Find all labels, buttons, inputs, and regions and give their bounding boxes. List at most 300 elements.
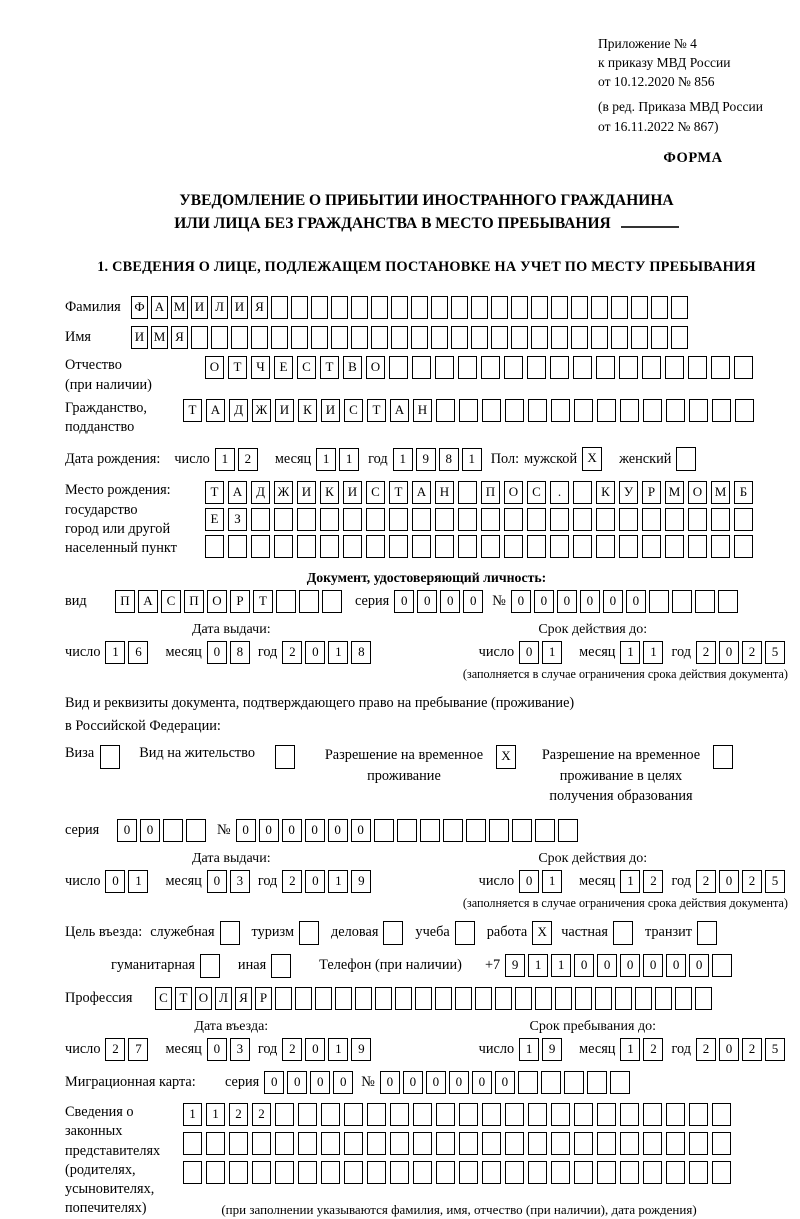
char-cell[interactable]: 2 (696, 870, 716, 893)
char-cell[interactable] (390, 1132, 409, 1155)
char-cell[interactable] (455, 921, 475, 945)
char-cell[interactable] (481, 356, 500, 379)
char-cell[interactable] (573, 481, 592, 504)
char-cell[interactable]: И (275, 399, 294, 422)
char-cell[interactable]: С (344, 399, 363, 422)
char-cell[interactable] (420, 819, 440, 842)
char-cell[interactable] (666, 1161, 685, 1184)
char-cell[interactable]: И (321, 399, 340, 422)
char-cell[interactable] (711, 508, 730, 531)
char-cell[interactable]: М (151, 326, 168, 349)
char-cell[interactable]: М (665, 481, 684, 504)
char-cell[interactable] (436, 1103, 455, 1126)
char-cell[interactable]: 2 (742, 1038, 762, 1061)
char-cell[interactable] (527, 356, 546, 379)
char-cell[interactable] (481, 535, 500, 558)
char-cell[interactable] (591, 326, 608, 349)
char-cell[interactable]: 8 (351, 641, 371, 664)
char-cell[interactable] (515, 987, 532, 1010)
char-cell[interactable]: 0 (719, 1038, 739, 1061)
char-cell[interactable] (695, 987, 712, 1010)
char-cell[interactable] (275, 745, 295, 769)
char-cell[interactable]: 2 (643, 870, 663, 893)
char-cell[interactable]: 0 (105, 870, 125, 893)
char-cell[interactable] (734, 356, 753, 379)
temp-residence-edu-checkbox[interactable] (713, 745, 736, 769)
char-cell[interactable] (458, 508, 477, 531)
char-cell[interactable]: 0 (620, 954, 640, 977)
char-cell[interactable] (551, 1132, 570, 1155)
char-cell[interactable] (482, 399, 501, 422)
purpose-transit-checkbox[interactable] (697, 921, 720, 945)
char-cell[interactable] (504, 508, 523, 531)
char-cell[interactable] (459, 1161, 478, 1184)
char-cell[interactable]: 1 (620, 641, 640, 664)
char-cell[interactable] (505, 1161, 524, 1184)
char-cell[interactable]: 0 (719, 870, 739, 893)
char-cell[interactable]: 1 (339, 448, 359, 471)
char-cell[interactable] (229, 1161, 248, 1184)
char-cell[interactable] (366, 508, 385, 531)
char-cell[interactable] (531, 296, 548, 319)
char-cell[interactable] (642, 535, 661, 558)
char-cell[interactable] (291, 326, 308, 349)
char-cell[interactable] (355, 987, 372, 1010)
sex-male-checkbox[interactable] (582, 447, 605, 471)
char-cell[interactable] (252, 1132, 271, 1155)
char-cell[interactable] (574, 1132, 593, 1155)
char-cell[interactable] (481, 508, 500, 531)
char-cell[interactable] (597, 399, 616, 422)
issue-year-boxes[interactable] (282, 641, 374, 664)
char-cell[interactable] (666, 399, 685, 422)
char-cell[interactable]: С (366, 481, 385, 504)
char-cell[interactable]: 0 (626, 590, 646, 613)
char-cell[interactable]: 0 (207, 641, 227, 664)
char-cell[interactable]: 2 (742, 641, 762, 664)
char-cell[interactable] (597, 1103, 616, 1126)
char-cell[interactable] (573, 508, 592, 531)
char-cell[interactable] (413, 1132, 432, 1155)
char-cell[interactable]: О (366, 356, 385, 379)
char-cell[interactable]: 0 (305, 819, 325, 842)
char-cell[interactable] (649, 590, 669, 613)
char-cell[interactable] (504, 356, 523, 379)
issue-day-boxes[interactable] (105, 870, 151, 893)
char-cell[interactable] (734, 535, 753, 558)
char-cell[interactable]: 1 (519, 1038, 539, 1061)
char-cell[interactable]: 0 (597, 954, 617, 977)
char-cell[interactable]: 0 (328, 819, 348, 842)
char-cell[interactable]: 2 (696, 641, 716, 664)
char-cell[interactable] (671, 296, 688, 319)
char-cell[interactable] (551, 326, 568, 349)
char-cell[interactable]: 2 (105, 1038, 125, 1061)
representatives-row3-boxes[interactable] (183, 1161, 735, 1184)
char-cell[interactable]: 2 (282, 1038, 302, 1061)
char-cell[interactable] (271, 326, 288, 349)
migration-number-boxes[interactable] (380, 1071, 633, 1094)
char-cell[interactable] (371, 326, 388, 349)
purpose-other-checkbox[interactable] (271, 954, 294, 978)
char-cell[interactable]: 2 (643, 1038, 663, 1061)
char-cell[interactable] (665, 535, 684, 558)
char-cell[interactable] (610, 1071, 630, 1094)
char-cell[interactable]: Р (230, 590, 250, 613)
char-cell[interactable] (412, 356, 431, 379)
issue-month-boxes[interactable] (207, 641, 253, 664)
char-cell[interactable]: Ч (251, 356, 270, 379)
char-cell[interactable]: К (298, 399, 317, 422)
char-cell[interactable] (466, 819, 486, 842)
char-cell[interactable]: С (155, 987, 172, 1010)
birth-place-row1-boxes[interactable] (205, 481, 757, 504)
char-cell[interactable] (451, 326, 468, 349)
char-cell[interactable]: 0 (351, 819, 371, 842)
char-cell[interactable] (455, 987, 472, 1010)
char-cell[interactable] (527, 535, 546, 558)
char-cell[interactable]: 0 (264, 1071, 284, 1094)
char-cell[interactable] (651, 326, 668, 349)
surname-boxes[interactable] (131, 296, 691, 319)
char-cell[interactable]: С (161, 590, 181, 613)
char-cell[interactable] (389, 535, 408, 558)
char-cell[interactable] (665, 508, 684, 531)
char-cell[interactable]: 0 (236, 819, 256, 842)
char-cell[interactable] (413, 1161, 432, 1184)
birth-place-row3-boxes[interactable] (205, 535, 757, 558)
char-cell[interactable] (315, 987, 332, 1010)
citizenship-boxes[interactable] (183, 399, 758, 422)
char-cell[interactable] (459, 1132, 478, 1155)
char-cell[interactable]: 2 (238, 448, 258, 471)
char-cell[interactable]: 0 (643, 954, 663, 977)
char-cell[interactable] (735, 399, 754, 422)
char-cell[interactable]: 1 (620, 870, 640, 893)
char-cell[interactable] (251, 326, 268, 349)
char-cell[interactable]: 0 (519, 870, 539, 893)
char-cell[interactable]: 0 (426, 1071, 446, 1094)
char-cell[interactable]: П (115, 590, 135, 613)
char-cell[interactable]: 7 (128, 1038, 148, 1061)
char-cell[interactable]: Р (642, 481, 661, 504)
char-cell[interactable] (688, 535, 707, 558)
char-cell[interactable] (551, 296, 568, 319)
char-cell[interactable] (295, 987, 312, 1010)
char-cell[interactable] (688, 356, 707, 379)
char-cell[interactable] (535, 987, 552, 1010)
char-cell[interactable] (734, 508, 753, 531)
char-cell[interactable] (528, 1132, 547, 1155)
char-cell[interactable] (631, 326, 648, 349)
char-cell[interactable]: 0 (666, 954, 686, 977)
char-cell[interactable]: 1 (462, 448, 482, 471)
char-cell[interactable]: 0 (534, 590, 554, 613)
char-cell[interactable] (183, 1161, 202, 1184)
char-cell[interactable]: 3 (230, 1038, 250, 1061)
char-cell[interactable]: З (228, 508, 247, 531)
char-cell[interactable] (211, 326, 228, 349)
char-cell[interactable] (597, 1161, 616, 1184)
char-cell[interactable] (344, 1161, 363, 1184)
char-cell[interactable]: М (171, 296, 188, 319)
char-cell[interactable] (571, 326, 588, 349)
char-cell[interactable]: А (151, 296, 168, 319)
char-cell[interactable]: Л (215, 987, 232, 1010)
char-cell[interactable]: 1 (328, 641, 348, 664)
char-cell[interactable]: 5 (765, 641, 785, 664)
char-cell[interactable] (575, 987, 592, 1010)
purpose-study-checkbox[interactable] (455, 921, 478, 945)
char-cell[interactable] (512, 819, 532, 842)
char-cell[interactable]: О (195, 987, 212, 1010)
stay-month-boxes[interactable] (620, 1038, 666, 1061)
char-cell[interactable]: Н (435, 481, 454, 504)
char-cell[interactable]: И (131, 326, 148, 349)
char-cell[interactable]: И (343, 481, 362, 504)
char-cell[interactable]: М (711, 481, 730, 504)
char-cell[interactable]: 0 (394, 590, 414, 613)
char-cell[interactable] (631, 296, 648, 319)
char-cell[interactable] (458, 356, 477, 379)
char-cell[interactable] (475, 987, 492, 1010)
char-cell[interactable]: 0 (305, 870, 325, 893)
char-cell[interactable] (367, 1103, 386, 1126)
char-cell[interactable]: Т (175, 987, 192, 1010)
char-cell[interactable] (482, 1132, 501, 1155)
char-cell[interactable] (620, 399, 639, 422)
stay-day-boxes[interactable] (519, 1038, 565, 1061)
char-cell[interactable] (458, 535, 477, 558)
char-cell[interactable]: 0 (574, 954, 594, 977)
char-cell[interactable] (675, 987, 692, 1010)
char-cell[interactable] (435, 508, 454, 531)
char-cell[interactable] (689, 1132, 708, 1155)
char-cell[interactable]: 2 (282, 641, 302, 664)
char-cell[interactable] (471, 326, 488, 349)
char-cell[interactable] (271, 296, 288, 319)
profession-boxes[interactable] (155, 987, 715, 1010)
char-cell[interactable]: 9 (416, 448, 436, 471)
char-cell[interactable] (320, 535, 339, 558)
char-cell[interactable] (274, 535, 293, 558)
char-cell[interactable] (697, 921, 717, 945)
char-cell[interactable] (676, 447, 696, 471)
char-cell[interactable] (611, 326, 628, 349)
char-cell[interactable]: 1 (643, 641, 663, 664)
char-cell[interactable]: 1 (215, 448, 235, 471)
char-cell[interactable] (389, 356, 408, 379)
purpose-work-checkbox[interactable] (532, 921, 555, 945)
char-cell[interactable] (666, 1103, 685, 1126)
char-cell[interactable]: 2 (229, 1103, 248, 1126)
char-cell[interactable] (251, 508, 270, 531)
char-cell[interactable] (276, 590, 296, 613)
char-cell[interactable] (591, 296, 608, 319)
char-cell[interactable] (597, 1132, 616, 1155)
char-cell[interactable] (274, 508, 293, 531)
entry-year-boxes[interactable] (282, 1038, 374, 1061)
char-cell[interactable] (411, 326, 428, 349)
char-cell[interactable]: Б (734, 481, 753, 504)
char-cell[interactable]: 0 (495, 1071, 515, 1094)
char-cell[interactable] (528, 1103, 547, 1126)
sex-female-checkbox[interactable] (676, 447, 699, 471)
char-cell[interactable]: А (412, 481, 431, 504)
char-cell[interactable]: 6 (128, 641, 148, 664)
char-cell[interactable] (495, 987, 512, 1010)
stay-year-boxes[interactable] (696, 1038, 788, 1061)
char-cell[interactable] (535, 819, 555, 842)
char-cell[interactable]: 0 (472, 1071, 492, 1094)
char-cell[interactable]: С (297, 356, 316, 379)
char-cell[interactable] (595, 987, 612, 1010)
char-cell[interactable]: 0 (380, 1071, 400, 1094)
char-cell[interactable] (298, 1103, 317, 1126)
char-cell[interactable]: 0 (333, 1071, 353, 1094)
char-cell[interactable] (712, 1103, 731, 1126)
char-cell[interactable] (206, 1161, 225, 1184)
char-cell[interactable] (220, 921, 240, 945)
char-cell[interactable] (491, 296, 508, 319)
char-cell[interactable]: П (184, 590, 204, 613)
char-cell[interactable] (558, 819, 578, 842)
char-cell[interactable]: 1 (206, 1103, 225, 1126)
char-cell[interactable] (643, 399, 662, 422)
char-cell[interactable]: Я (251, 296, 268, 319)
char-cell[interactable] (482, 1161, 501, 1184)
char-cell[interactable] (436, 399, 455, 422)
char-cell[interactable] (531, 326, 548, 349)
char-cell[interactable]: 0 (117, 819, 137, 842)
char-cell[interactable]: 0 (207, 1038, 227, 1061)
char-cell[interactable]: А (390, 399, 409, 422)
char-cell[interactable] (459, 399, 478, 422)
char-cell[interactable] (436, 1132, 455, 1155)
char-cell[interactable]: Т (205, 481, 224, 504)
char-cell[interactable] (299, 921, 319, 945)
char-cell[interactable] (206, 1132, 225, 1155)
char-cell[interactable] (297, 508, 316, 531)
char-cell[interactable] (100, 745, 120, 769)
char-cell[interactable] (413, 1103, 432, 1126)
char-cell[interactable] (228, 535, 247, 558)
char-cell[interactable]: 0 (282, 819, 302, 842)
char-cell[interactable] (412, 535, 431, 558)
char-cell[interactable] (344, 1132, 363, 1155)
char-cell[interactable]: 0 (511, 590, 531, 613)
visa-checkbox[interactable] (100, 745, 123, 769)
char-cell[interactable] (541, 1071, 561, 1094)
char-cell[interactable]: С (527, 481, 546, 504)
char-cell[interactable] (200, 954, 220, 978)
char-cell[interactable] (471, 296, 488, 319)
valid-year-boxes[interactable] (696, 870, 788, 893)
char-cell[interactable] (511, 296, 528, 319)
char-cell[interactable]: Е (205, 508, 224, 531)
char-cell[interactable] (231, 326, 248, 349)
char-cell[interactable] (505, 1103, 524, 1126)
char-cell[interactable] (688, 508, 707, 531)
char-cell[interactable]: К (320, 481, 339, 504)
char-cell[interactable] (527, 508, 546, 531)
char-cell[interactable]: А (228, 481, 247, 504)
char-cell[interactable] (564, 1071, 584, 1094)
char-cell[interactable]: 0 (207, 870, 227, 893)
char-cell[interactable] (505, 399, 524, 422)
char-cell[interactable] (229, 1132, 248, 1155)
char-cell[interactable]: 9 (542, 1038, 562, 1061)
char-cell[interactable] (550, 508, 569, 531)
char-cell[interactable] (320, 508, 339, 531)
char-cell[interactable] (397, 819, 417, 842)
char-cell[interactable]: 1 (528, 954, 548, 977)
entry-month-boxes[interactable] (207, 1038, 253, 1061)
char-cell[interactable]: О (207, 590, 227, 613)
char-cell[interactable] (712, 954, 732, 977)
char-cell[interactable]: 1 (105, 641, 125, 664)
first-name-boxes[interactable] (131, 326, 691, 349)
birth-month-boxes[interactable] (316, 448, 362, 471)
char-cell[interactable]: 0 (603, 590, 623, 613)
char-cell[interactable]: 0 (259, 819, 279, 842)
char-cell[interactable] (343, 508, 362, 531)
char-cell[interactable] (367, 1132, 386, 1155)
char-cell[interactable]: 1 (393, 448, 413, 471)
char-cell[interactable] (371, 296, 388, 319)
char-cell[interactable] (712, 399, 731, 422)
char-cell[interactable] (435, 535, 454, 558)
char-cell[interactable]: 5 (765, 870, 785, 893)
char-cell[interactable] (163, 819, 183, 842)
char-cell[interactable]: 0 (580, 590, 600, 613)
char-cell[interactable] (491, 326, 508, 349)
char-cell[interactable]: 2 (742, 870, 762, 893)
char-cell[interactable]: 1 (328, 870, 348, 893)
char-cell[interactable]: Р (255, 987, 272, 1010)
char-cell[interactable]: А (138, 590, 158, 613)
char-cell[interactable] (186, 819, 206, 842)
char-cell[interactable] (374, 819, 394, 842)
birth-day-boxes[interactable] (215, 448, 261, 471)
char-cell[interactable] (275, 987, 292, 1010)
char-cell[interactable]: Т (183, 399, 202, 422)
char-cell[interactable] (511, 326, 528, 349)
char-cell[interactable] (528, 399, 547, 422)
char-cell[interactable] (458, 481, 477, 504)
char-cell[interactable] (412, 508, 431, 531)
char-cell[interactable]: 0 (689, 954, 709, 977)
char-cell[interactable]: Т (253, 590, 273, 613)
char-cell[interactable] (689, 1103, 708, 1126)
char-cell[interactable] (391, 326, 408, 349)
char-cell[interactable] (331, 296, 348, 319)
char-cell[interactable] (528, 1161, 547, 1184)
char-cell[interactable]: У (619, 481, 638, 504)
char-cell[interactable]: 0 (519, 641, 539, 664)
char-cell[interactable]: 1 (542, 870, 562, 893)
char-cell[interactable] (183, 1132, 202, 1155)
char-cell[interactable] (643, 1161, 662, 1184)
char-cell[interactable] (574, 1161, 593, 1184)
char-cell[interactable]: 0 (305, 1038, 325, 1061)
char-cell[interactable] (331, 326, 348, 349)
char-cell[interactable] (642, 356, 661, 379)
char-cell[interactable]: 2 (252, 1103, 271, 1126)
char-cell[interactable] (711, 356, 730, 379)
char-cell[interactable] (643, 1132, 662, 1155)
char-cell[interactable] (643, 1103, 662, 1126)
